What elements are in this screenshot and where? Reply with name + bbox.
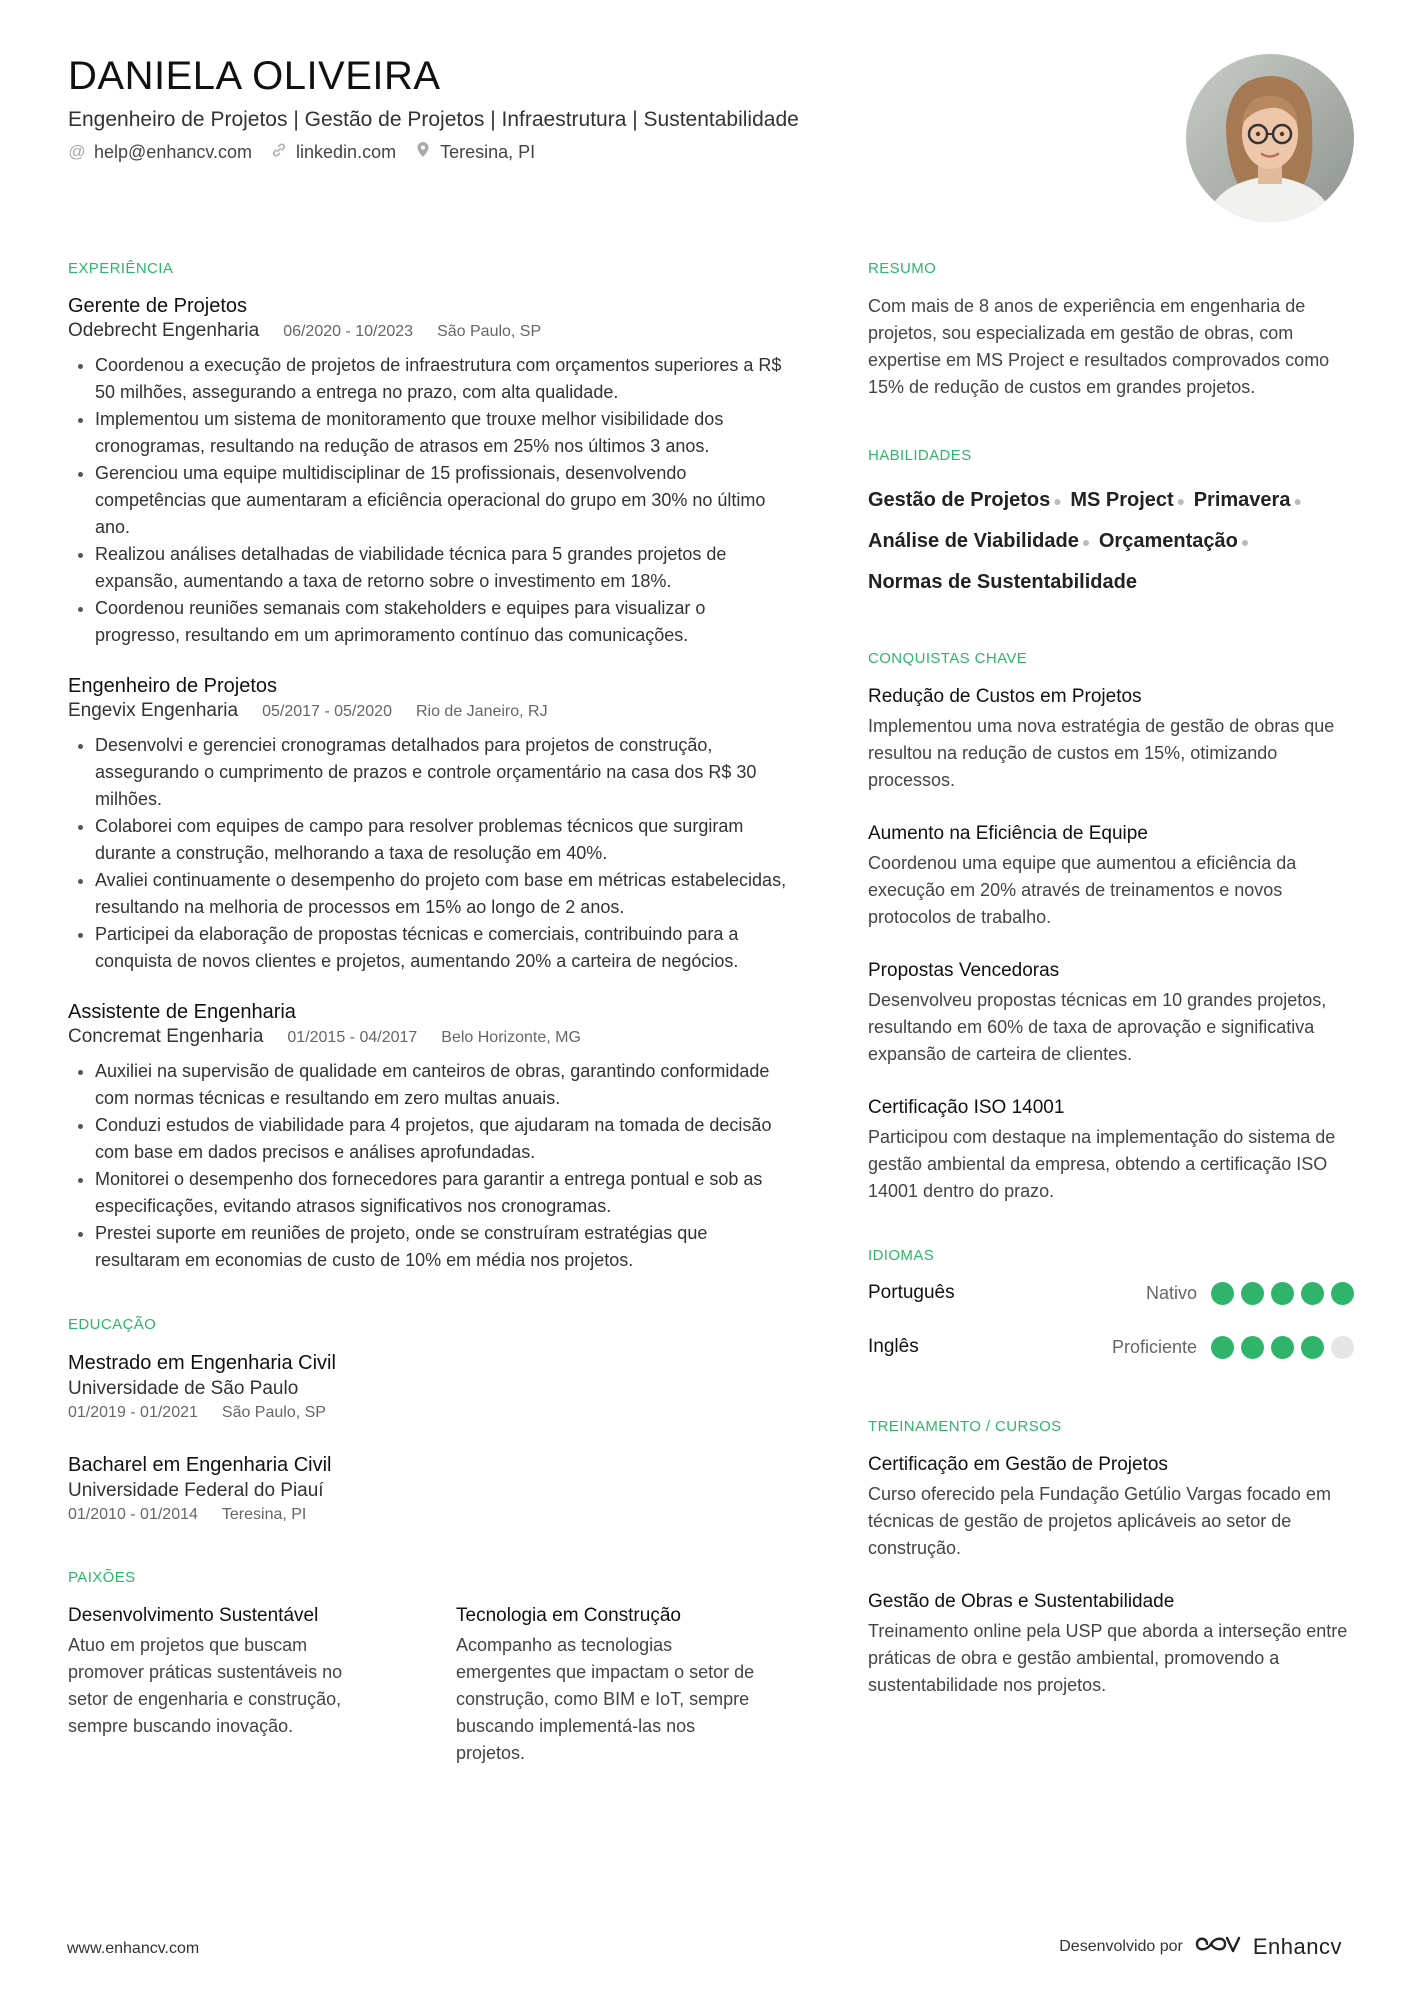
powered-by-text: Desenvolvido por: [1059, 1937, 1183, 1955]
skill-item: Normas de Sustentabilidade: [868, 571, 1137, 593]
brand-name: Enhancv: [1252, 1933, 1342, 1959]
contact-email[interactable]: [68, 142, 252, 163]
job-bullet: • Auxiliei na supervisão de qualidade em canteiros de obras, garantindo conformidade com normas técnicas e resultando em zero multas anuais.: [95, 1058, 788, 1112]
language-rating: [1211, 1336, 1354, 1359]
language-level-group: [1112, 1336, 1354, 1359]
education-school: Universidade de São Paulo: [68, 1378, 299, 1399]
language-level: Nativo: [1145, 1282, 1197, 1303]
training-item: [868, 1588, 1354, 1699]
at-icon: @: [68, 142, 86, 161]
job-bullet: • Avaliei continuamente o desempenho do projeto com base em métricas estabelecidas, resultando na melhoria de processos em 15% ao longo de 2 anos.: [95, 867, 788, 921]
headline: Engenheiro de Projetos | Gestão de Projetos | Infraestrutura | Sustentabilidade: [68, 108, 799, 131]
job-location: Belo Horizonte, MG: [441, 1029, 581, 1046]
training-title: TREINAMENTO / CURSOS: [868, 1418, 1062, 1435]
training-desc: Curso oferecido pela Fundação Getúlio Vargas focado em técnicas de gestão de projetos aplicáveis ao setor de construção.: [868, 1484, 1331, 1558]
job-dates: 06/2020 - 10/2023: [283, 323, 414, 340]
passion-title: Desenvolvimento Sustentável: [68, 1605, 319, 1626]
rating-dot-filled: [1211, 1282, 1234, 1305]
languages-section: [868, 1247, 1354, 1374]
achievement-title: Certificação ISO 14001: [868, 1097, 1065, 1118]
education-location: Teresina, PI: [221, 1506, 307, 1523]
achievement-item: [868, 683, 1354, 794]
rating-dot-filled: [1211, 1336, 1234, 1359]
achievement-item: [868, 820, 1354, 931]
skills-list: [868, 480, 1354, 602]
passion-desc: Atuo em projetos que buscam promover práticas sustentáveis no setor de engenharia e construção, sempre buscando inovação.: [68, 1635, 343, 1736]
passions-section: [68, 1569, 788, 1767]
experience-section: [68, 260, 788, 1274]
skill-item: Orçamentação: [1098, 530, 1238, 552]
training-section: [868, 1418, 1354, 1699]
passion-title: Tecnologia em Construção: [456, 1605, 681, 1626]
separator-dot: ●: [1176, 493, 1186, 509]
skill-item: MS Project: [1070, 489, 1174, 511]
location-text: Teresina, PI: [440, 141, 536, 162]
skills-title: HABILIDADES: [868, 447, 972, 464]
job-bullet: • Conduzi estudos de viabilidade para 4 projetos, que ajudaram na tomada de decisão com base em dados precisos e análises aprofundadas.: [95, 1112, 788, 1166]
passion-desc: Acompanho as tecnologias emergentes que impactam o setor de construção, como BIM e IoT, sempre buscando implementá-las nos projetos.: [456, 1635, 755, 1763]
job-bullet: • Gerenciou uma equipe multidisciplinar de 15 profissionais, desenvolvendo competências que aumentaram a eficiência operacional do grupo em 30% no último ano.: [95, 460, 788, 541]
job-role: Engenheiro de Projetos: [68, 675, 278, 697]
location-pin-icon: [414, 141, 432, 163]
right-column: [868, 260, 1354, 1725]
training-title-text: Gestão de Obras e Sustentabilidade: [868, 1591, 1175, 1612]
job-location: Rio de Janeiro, RJ: [415, 703, 548, 720]
skills-section: [868, 447, 1354, 602]
skill-item: Gestão de Projetos: [868, 489, 1051, 511]
contact-location: [414, 141, 535, 163]
language-level: Proficiente: [1111, 1336, 1197, 1357]
language-name: Português: [868, 1282, 955, 1303]
education-location: São Paulo, SP: [221, 1404, 326, 1421]
candidate-name: DANIELA OLIVEIRA: [68, 54, 441, 98]
achievement-title: Redução de Custos em Projetos: [868, 686, 1142, 707]
rating-dot-filled: [1331, 1282, 1354, 1305]
language-row: [868, 1320, 1354, 1374]
job-bullet: • Colaborei com equipes de campo para resolver problemas técnicos que surgiram durante a construção, melhorando a taxa de resolução em 40%.: [95, 813, 788, 867]
rating-dot-filled: [1241, 1336, 1264, 1359]
job-location: São Paulo, SP: [437, 323, 542, 340]
job-meta: [68, 319, 788, 344]
job-company: Engevix Engenharia: [68, 700, 239, 721]
skill-item: Análise de Viabilidade: [868, 530, 1079, 552]
passion-item: [68, 1602, 376, 1767]
job-role: Gerente de Projetos: [68, 295, 247, 317]
language-level-group: [1146, 1282, 1354, 1305]
training-item: [868, 1451, 1354, 1562]
passions-list: [68, 1602, 788, 1767]
education-dates: 01/2010 - 01/2014: [68, 1506, 198, 1523]
achievement-item: [868, 957, 1354, 1068]
job-entry: [68, 673, 788, 975]
education-degree: Mestrado em Engenharia Civil: [68, 1352, 336, 1374]
training-title-text: Certificação em Gestão de Projetos: [868, 1454, 1168, 1475]
achievement-title: Aumento na Eficiência de Equipe: [868, 823, 1148, 844]
job-bullets: [68, 352, 788, 649]
job-bullet: • Coordenou a execução de projetos de infraestrutura com orçamentos superiores a R$ 50 milhões, assegurando a entrega no prazo, com alta qualidade.: [95, 352, 788, 406]
achievement-desc: Coordenou uma equipe que aumentou a eficiência da execução em 20% através de treinamentos e novos protocolos de trabalho.: [868, 853, 1297, 927]
summary-title: RESUMO: [868, 260, 937, 277]
summary-text: Com mais de 8 anos de experiência em engenharia de projetos, sou especializada em gestão de obras, com expertise em MS Project e resultados comprovados como 15% de redução de custos em grandes projetos.: [868, 296, 1330, 397]
job-entry: [68, 293, 788, 649]
job-bullet: • Desenvolvi e gerenciei cronogramas detalhados para projetos de construção, assegurando o cumprimento de prazos e controle orçamentário na casa dos R$ 30 milhões.: [95, 732, 788, 813]
achievement-desc: Desenvolveu propostas técnicas em 10 grandes projetos, resultando em 60% de taxa de aprovação e significativa expansão de carteira de clientes.: [868, 990, 1327, 1064]
linkedin-text: linkedin.com: [296, 141, 397, 162]
profile-photo: [1186, 54, 1354, 222]
rating-dot-empty: [1331, 1336, 1354, 1359]
rating-dot-filled: [1271, 1282, 1294, 1305]
job-dates: 01/2015 - 04/2017: [287, 1029, 418, 1046]
language-rating: [1211, 1282, 1354, 1305]
achievement-desc: Implementou uma nova estratégia de gestão de obras que resultou na redução de custos em 15%, otimizando processos.: [868, 716, 1335, 790]
job-bullet: • Participei da elaboração de propostas técnicas e comerciais, contribuindo para a conquista de novos clientes e projetos, aumentando 20% a carteira de negócios.: [95, 921, 788, 975]
rating-dot-filled: [1301, 1336, 1324, 1359]
job-bullet: • Realizou análises detalhadas de viabilidade técnica para 5 grandes projetos de expansão, aumentando a taxa de retorno sobre o investimento em 18%.: [95, 541, 788, 595]
job-bullet: • Implementou um sistema de monitoramento que trouxe melhor visibilidade dos cronogramas, resultando na redução de atrasos em 25% nos últimos 3 anos.: [95, 406, 788, 460]
left-column: [68, 260, 788, 1767]
achievement-item: [868, 1094, 1354, 1205]
passion-item: [456, 1602, 764, 1767]
summary-section: [868, 260, 1354, 401]
education-school: Universidade Federal do Piauí: [68, 1480, 324, 1501]
experience-title: EXPERIÊNCIA: [68, 260, 174, 277]
contact-row: [68, 141, 535, 163]
achievement-title: Propostas Vencedoras: [868, 960, 1060, 981]
education-entry: [68, 1451, 788, 1527]
job-entry: [68, 999, 788, 1274]
enhancv-logo-icon: [1195, 1932, 1241, 1961]
education-entry: [68, 1349, 788, 1425]
job-role: Assistente de Engenharia: [68, 1001, 296, 1023]
separator-dot: ●: [1240, 534, 1250, 550]
link-icon: [270, 142, 288, 163]
achievements-title: CONQUISTAS CHAVE: [868, 650, 1028, 667]
passions-title: PAIXÕES: [68, 1569, 136, 1586]
job-bullets: [68, 1058, 788, 1274]
rating-dot-filled: [1271, 1336, 1294, 1359]
job-bullet: • Monitorei o desempenho dos fornecedores para garantir a entrega pontual e sob as especificações, evitando atrasos significativos nos cronogramas.: [95, 1166, 788, 1220]
contact-linkedin[interactable]: [270, 142, 396, 163]
job-bullet: • Coordenou reuniões semanais com stakeholders e equipes para visualizar o progresso, resultando em um aprimoramento contínuo das comunicações.: [95, 595, 788, 649]
achievements-section: [868, 650, 1354, 1205]
job-dates: 05/2017 - 05/2020: [262, 703, 392, 720]
job-bullet: • Prestei suporte em reuniões de projeto, onde se construíram estratégias que resultaram em economias de custo de 10% em média nos projetos.: [95, 1220, 788, 1274]
separator-dot: ●: [1293, 493, 1302, 509]
separator-dot: ●: [1053, 493, 1062, 509]
education-meta: [68, 1503, 788, 1527]
rating-dot-filled: [1241, 1282, 1264, 1305]
email-text: help@enhancv.com: [94, 141, 253, 162]
language-name: Inglês: [868, 1336, 919, 1357]
job-company: Odebrecht Engenharia: [68, 320, 260, 341]
footer-branding: [1059, 1932, 1342, 1961]
training-desc: Treinamento online pela USP que aborda a interseção entre práticas de obra e gestão ambiental, promovendo a sustentabilidade nos projetos.: [868, 1621, 1348, 1695]
education-section: [68, 1316, 788, 1527]
skill-item: Primavera: [1193, 489, 1291, 511]
achievement-desc: Participou com destaque na implementação do sistema de gestão ambiental da empresa, obtendo a certificação ISO 14001 dentro do prazo.: [868, 1127, 1336, 1201]
language-row: [868, 1266, 1354, 1320]
education-dates: 01/2019 - 01/2021: [68, 1404, 198, 1421]
job-bullets: [68, 732, 788, 975]
footer-website[interactable]: www.enhancv.com: [67, 1940, 200, 1957]
education-degree: Bacharel em Engenharia Civil: [68, 1454, 332, 1476]
rating-dot-filled: [1301, 1282, 1324, 1305]
education-meta: [68, 1401, 788, 1425]
job-meta: [68, 1025, 788, 1050]
languages-title: IDIOMAS: [868, 1247, 935, 1264]
education-title: EDUCAÇÃO: [68, 1316, 157, 1333]
separator-dot: ●: [1081, 534, 1091, 550]
job-meta: [68, 699, 788, 724]
job-company: Concremat Engenharia: [68, 1026, 264, 1047]
